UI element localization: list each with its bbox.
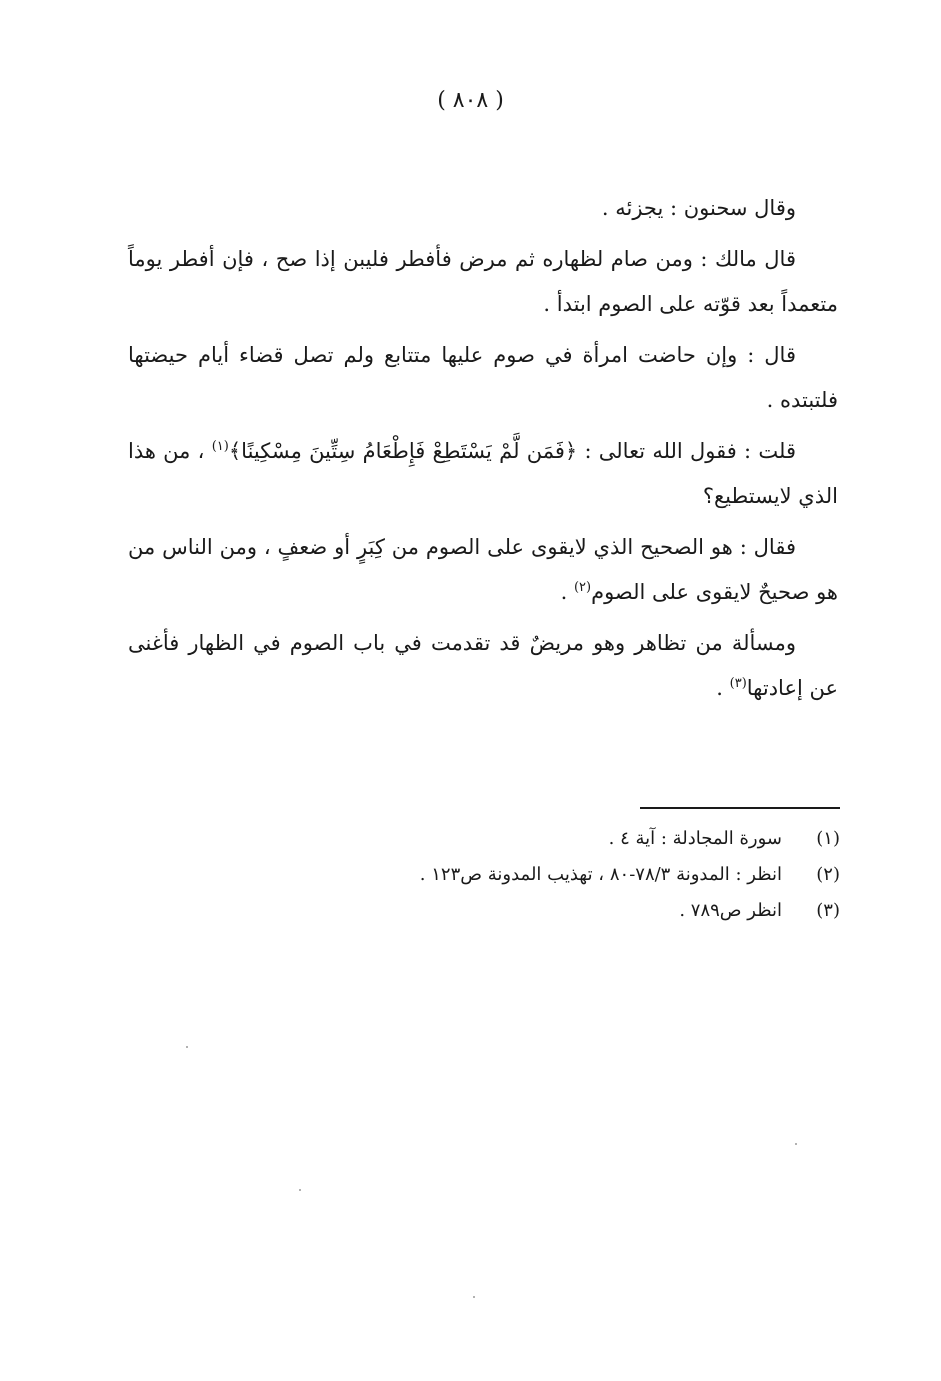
footnote [300, 864, 840, 900]
paragraph [128, 429, 838, 519]
paragraph-text-tail: . [560, 580, 574, 604]
paragraph-text: فقال : هو الصحيح الذي لايقوى على الصوم من كِبَرٍ أو ضعفٍ ، ومن الناس من هو صحيحٌ لايقوى على الصوم [128, 535, 838, 604]
scan-speck [186, 1046, 188, 1048]
footnote-text: سورة المجادلة : آية ٤ . [608, 828, 782, 849]
paragraph [128, 525, 838, 615]
paragraph-text: قال مالك : ومن صام لظهاره ثم مرض فأفطر فليبن إذا صح ، فإن أفطر يوماً متعمداً بعد قوّته على الصوم ابتدأ . [128, 247, 838, 316]
footnote-number: (٢) [816, 864, 840, 885]
footnote-text: انظر : المدونة ٧٨/٣-٨٠ ، تهذيب المدونة ص١٢٣ . [419, 864, 782, 885]
scan-speck [473, 1296, 475, 1298]
footnote-number: (٣) [816, 900, 840, 921]
paragraph-text: وقال سحنون : يجزئه . [601, 196, 796, 220]
paragraph [128, 333, 838, 423]
page-number: ( ٨٠٨ ) [437, 88, 504, 113]
scan-speck [299, 1189, 301, 1191]
paragraph-text: قلت : فقول الله تعالى : ﴿فَمَن لَّمْ يَسْتَطِعْ فَإِطْعَامُ سِتِّينَ مِسْكِينًا﴾ [228, 439, 796, 463]
paragraph [128, 237, 838, 327]
main-text [128, 186, 838, 717]
paragraph-text: قال : وإن حاضت امرأة في صوم عليها متتابع ولم تصل قضاء أيام حيضتها فلتبتده . [128, 343, 838, 412]
paragraph-text-tail: ، من هذا الذي لايستطيع؟ [128, 439, 838, 508]
footnote-ref-3: (٣) [729, 676, 747, 691]
footnote [300, 828, 840, 864]
footnote [300, 900, 840, 936]
paragraph-text: ومسألة من تظاهر وهو مريضٌ قد تقدمت في باب الصوم في الظهار فأغنى عن إعادتها [128, 631, 838, 700]
footnote-divider [640, 807, 840, 809]
footnote-ref-2: (٢) [573, 580, 592, 595]
paragraph-text-tail: . [716, 676, 730, 700]
scan-speck [795, 1143, 797, 1145]
paragraph [128, 621, 838, 711]
footnotes [300, 828, 840, 936]
footnote-text: انظر ص٧٨٩ . [679, 900, 782, 921]
paragraph [128, 186, 838, 231]
footnote-number: (١) [816, 828, 840, 849]
footnote-ref-1: (١) [211, 439, 229, 454]
